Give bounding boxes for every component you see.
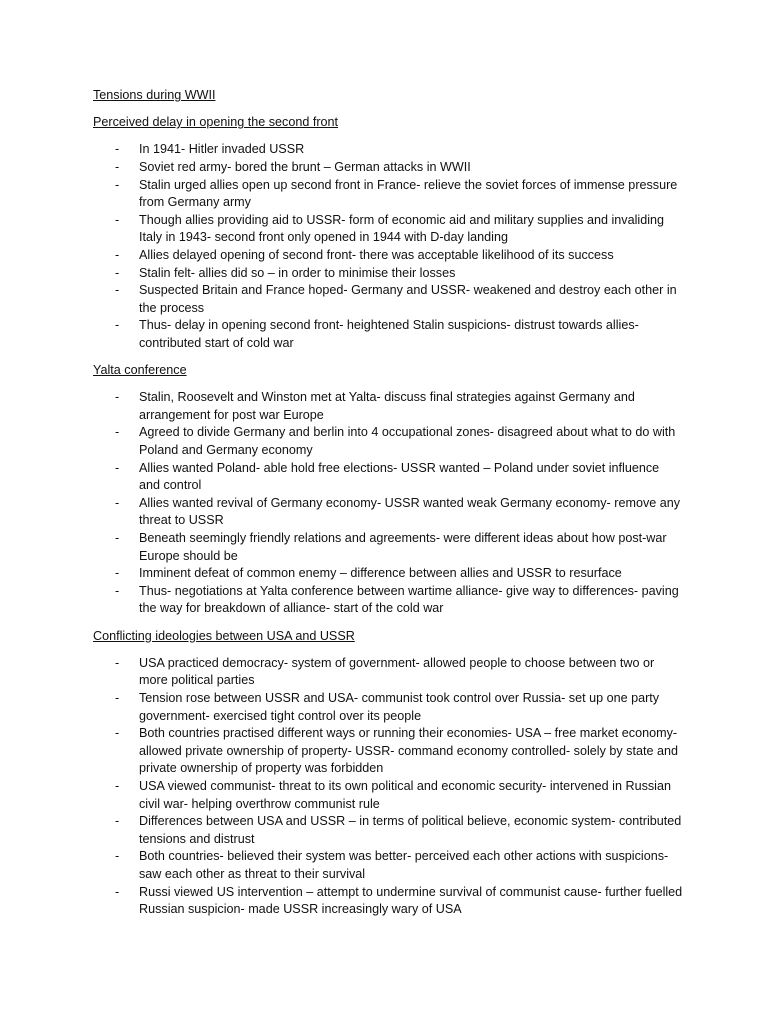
list-item-text: Thus- negotiations at Yalta conference between wartime alliance- give way to differences- paving the way for breakdown of alliance- start of the cold war (139, 583, 679, 616)
bullet-dash: - (115, 884, 120, 899)
list-item (93, 424, 683, 459)
list-item (93, 583, 683, 618)
bullet-dash: - (115, 655, 120, 670)
bullet-dash: - (115, 159, 120, 174)
document-title: Tensions during WWII (93, 88, 216, 102)
bullet-list (93, 389, 683, 618)
list-item (93, 212, 683, 247)
section-heading: Yalta conference (93, 363, 187, 378)
bullet-dash: - (115, 212, 120, 227)
list-item (93, 317, 683, 352)
list-item (93, 565, 683, 583)
list-item-text: Differences between USA and USSR – in terms of political believe, economic system- contributed tensions and distrust (139, 814, 682, 846)
section-heading: Perceived delay in opening the second front (93, 115, 339, 130)
bullet-dash: - (115, 778, 120, 793)
list-item (93, 247, 683, 265)
bullet-dash: - (115, 460, 120, 475)
bullet-dash: - (115, 726, 120, 741)
list-item (93, 848, 683, 883)
bullet-dash: - (115, 583, 120, 598)
list-item-text: Allies wanted revival of Germany economy- USSR wanted weak Germany economy- remove any threat to USSR (139, 495, 681, 528)
bullet-dash: - (115, 283, 120, 298)
list-item (93, 778, 683, 813)
list-item (93, 265, 683, 283)
section-yalta-conference (93, 362, 683, 618)
bullet-dash: - (115, 247, 120, 262)
list-item-text: Allies delayed opening of second front- there was acceptable likelihood of its success (139, 247, 614, 262)
bullet-dash: - (115, 814, 120, 829)
list-item (93, 460, 683, 495)
list-item (93, 159, 683, 177)
list-item (93, 177, 683, 212)
list-item (93, 725, 683, 778)
list-item-text: In 1941- Hitler invaded USSR (139, 142, 305, 157)
list-item (93, 282, 683, 317)
list-item-text: Russi viewed US intervention – attempt to undermine survival of communist cause- further fuelled Russian suspicion- made USSR increasingly wary of USA (139, 884, 683, 917)
document-page (93, 87, 683, 928)
list-item (93, 884, 683, 919)
bullet-dash: - (115, 425, 120, 440)
list-item (93, 141, 683, 159)
section-conflicting-ideologies (93, 628, 683, 919)
list-item (93, 389, 683, 424)
bullet-list (93, 655, 683, 919)
list-item-text: Soviet red army- bored the brunt – German attacks in WWII (139, 159, 471, 174)
list-item-text: Both countries- believed their system was better- perceived each other actions with suspicions- saw each other as threat to their survival (139, 849, 669, 881)
bullet-dash: - (115, 142, 120, 157)
list-item-text: Suspected Britain and France hoped- Germany and USSR- weakened and destroy each other in the process (139, 283, 677, 315)
list-item-text: Beneath seemingly friendly relations and agreements- were different ideas about how post-war Europe should be (139, 531, 667, 563)
list-item-text: Both countries practised different ways or running their economies- USA – free market economy- allowed private ownership of property- USSR- command economy controlled- solely by state and private ownership of property was forbidden (139, 726, 678, 776)
list-item (93, 530, 683, 565)
bullet-dash: - (115, 390, 120, 405)
bullet-dash: - (115, 495, 120, 510)
bullet-dash: - (115, 849, 120, 864)
list-item-text: Agreed to divide Germany and berlin into 4 occupational zones- disagreed about what to do with Poland and Germany economy (139, 425, 676, 458)
list-item-text: USA practiced democracy- system of government- allowed people to choose between two or more political parties (139, 655, 655, 688)
list-item-text: Imminent defeat of common enemy – difference between allies and USSR to resurface (139, 566, 622, 581)
list-item-text: Stalin, Roosevelt and Winston met at Yalta- discuss final strategies against Germany and arrangement for post war Europe (139, 390, 635, 422)
list-item (93, 690, 683, 725)
bullet-dash: - (115, 531, 120, 546)
list-item-text: Allies wanted Poland- able hold free elections- USSR wanted – Poland under soviet influence and control (139, 460, 660, 493)
section-heading: Conflicting ideologies between USA and USSR (93, 628, 355, 643)
list-item-text: USA viewed communist- threat to its own political and economic security- intervened in Russian civil war- helping overthrow communist rule (139, 778, 671, 811)
bullet-dash: - (115, 265, 120, 280)
bullet-dash: - (115, 690, 120, 705)
list-item-text: Tension rose between USSR and USA- communist took control over Russia- set up one party government- exercised tight control over its people (139, 690, 660, 723)
list-item-text: Thus- delay in opening second front- heightened Stalin suspicions- distrust towards allies- contributed start of cold war (139, 318, 639, 350)
section-second-front (93, 114, 683, 352)
list-item-text: Stalin urged allies open up second front in France- relieve the soviet forces of immense pressure from Germany army (139, 177, 678, 210)
bullet-dash: - (115, 566, 120, 581)
bullet-dash: - (115, 177, 120, 192)
list-item-text: Though allies providing aid to USSR- form of economic aid and military supplies and invaliding Italy in 1943- second front only opened in 1944 with D-day landing (139, 212, 665, 245)
list-item (93, 495, 683, 530)
bullet-list (93, 141, 683, 352)
list-item-text: Stalin felt- allies did so – in order to minimise their losses (139, 265, 456, 280)
list-item (93, 655, 683, 690)
bullet-dash: - (115, 318, 120, 333)
list-item (93, 813, 683, 848)
